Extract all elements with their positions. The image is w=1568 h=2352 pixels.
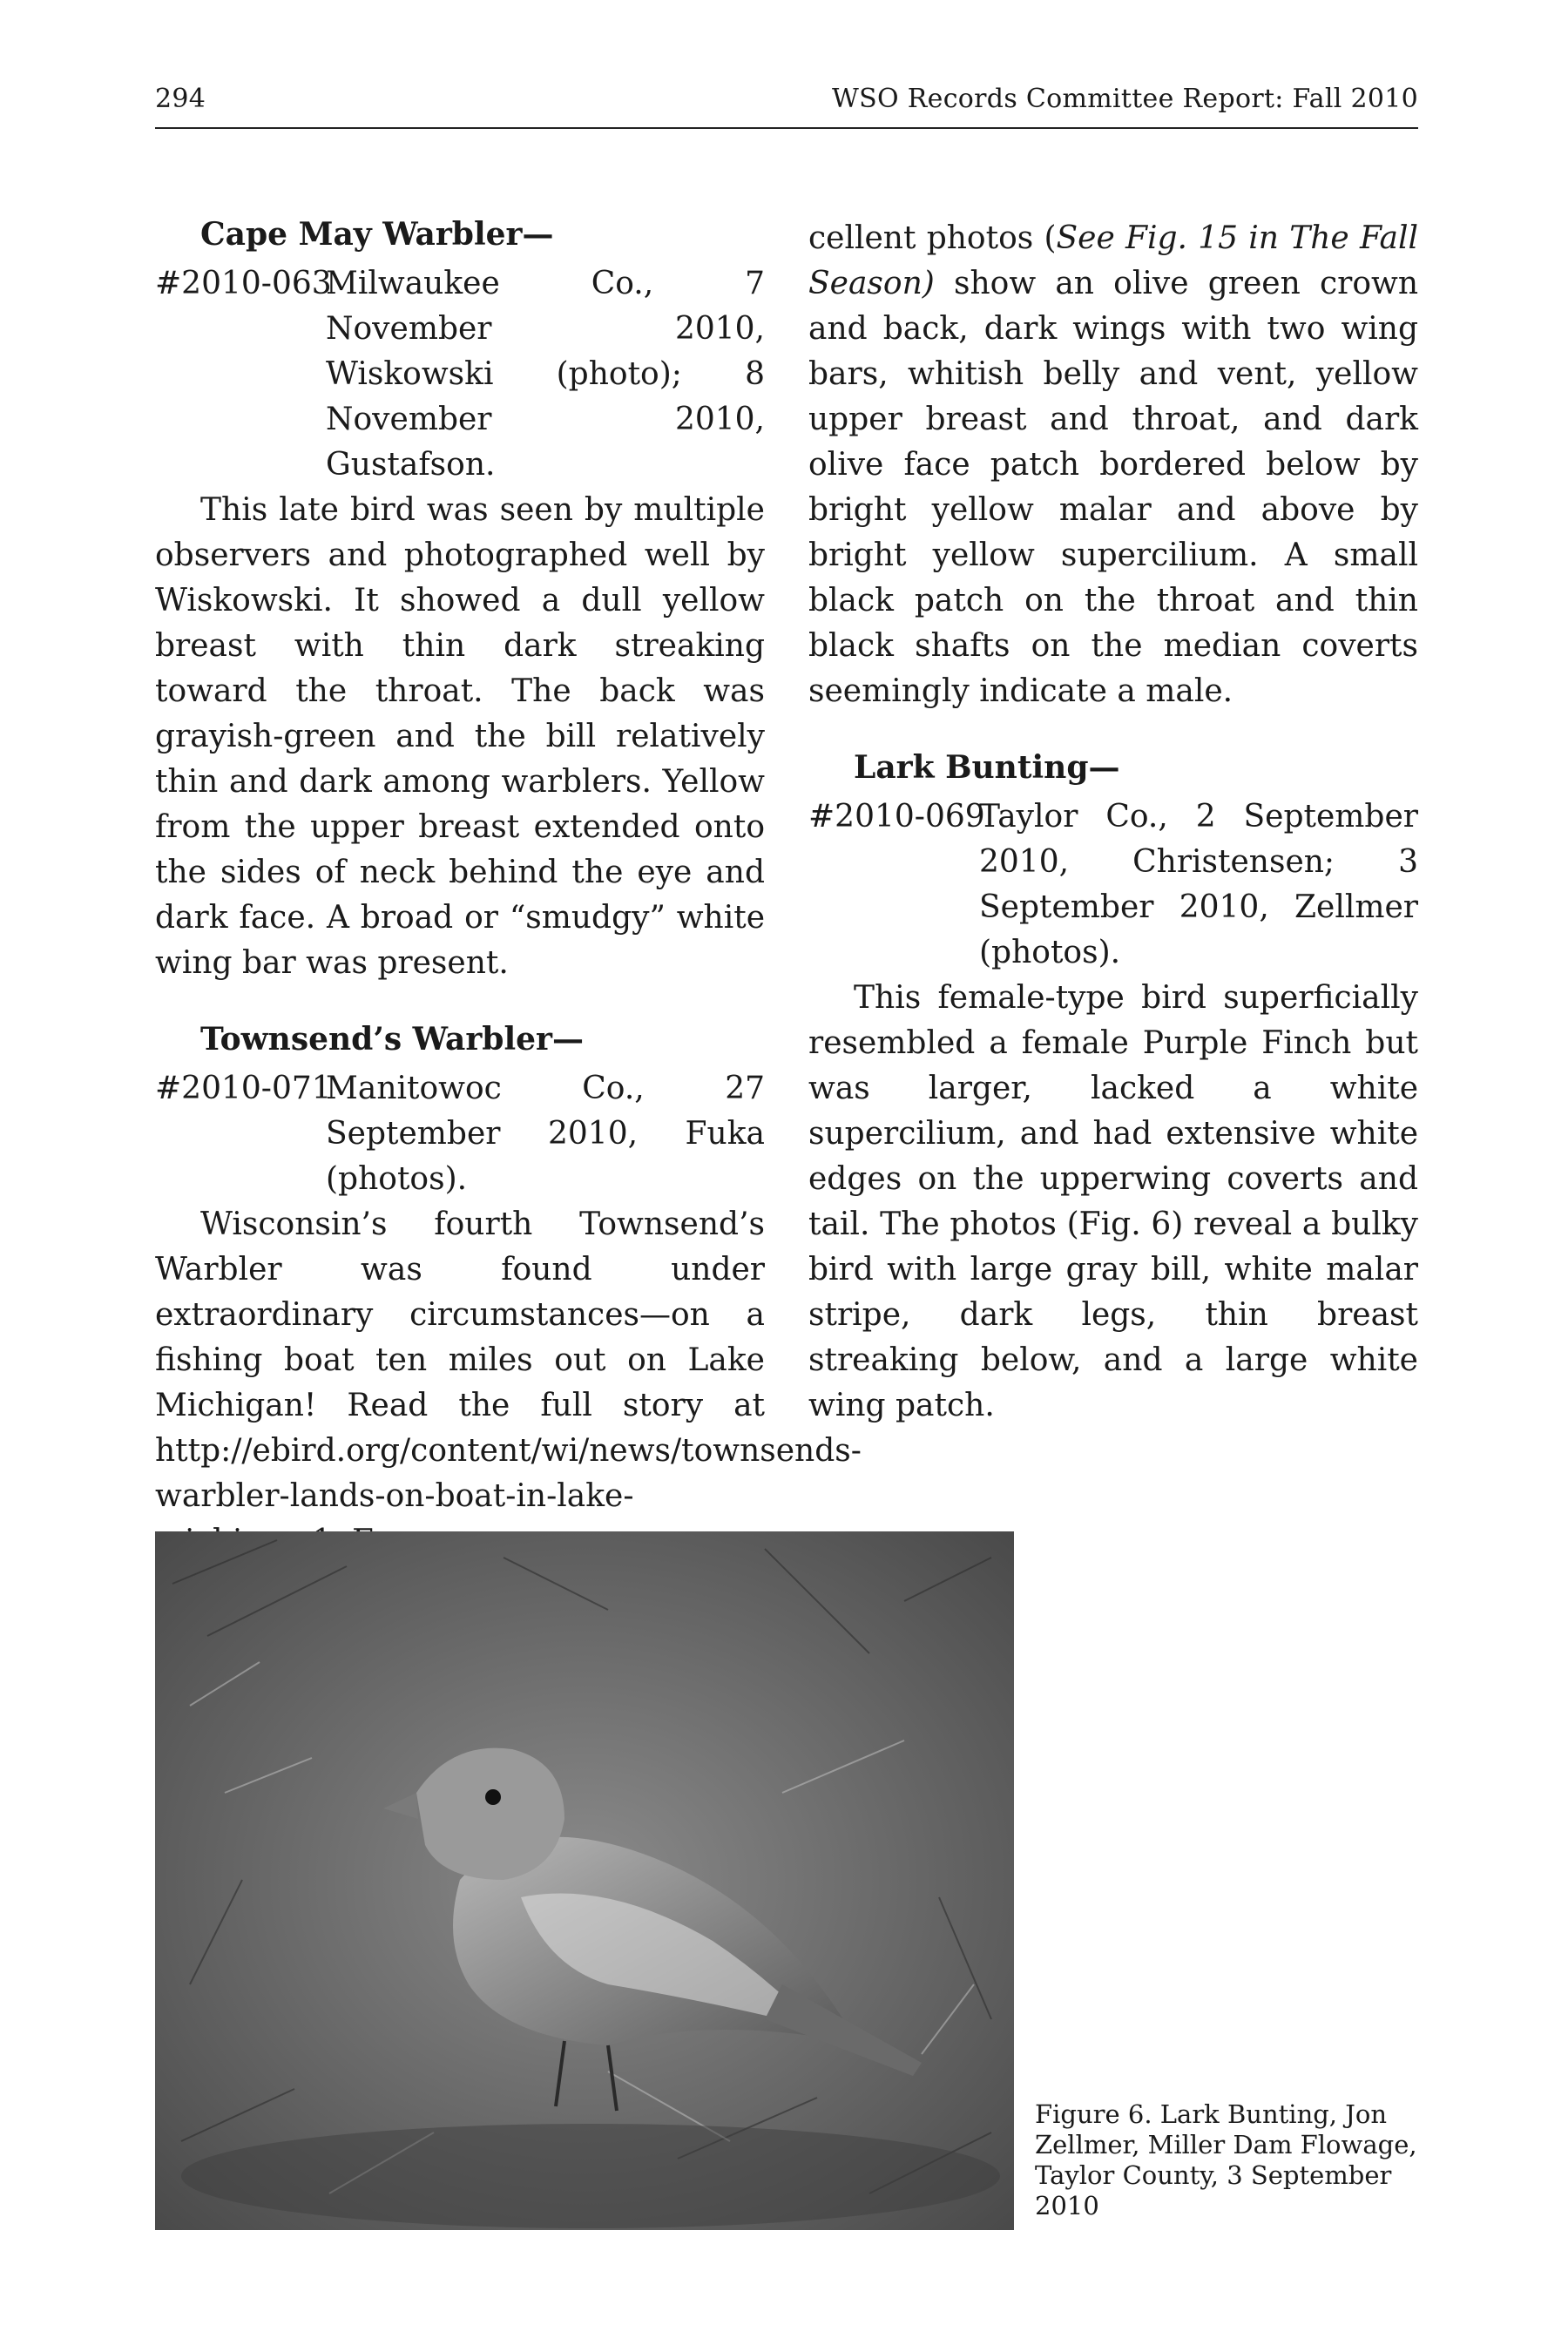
record-number: #2010-071 bbox=[155, 1071, 332, 1106]
record-number: #2010-063 bbox=[155, 266, 332, 301]
species-account-cape-may: This late bird was seen by multiple observers and photographed well by Wiskowski. It showed a dull yellow breast with thin dark streaking toward the throat. The back was grayish-green and the bill relatively thin and dark among warblers. Yellow from the upper breast extended onto the sides of neck behind the eye and dark face. A broad or “smudgy” white wing bar was present. bbox=[155, 492, 765, 981]
record-detail: Taylor Co., 2 September 2010, Christensen; 3 September 2010, Zellmer (photos). bbox=[979, 799, 1418, 970]
species-heading-cape-may: Cape May Warbler— bbox=[200, 216, 554, 253]
species-account-lark-bunting: This female-type bird superficially resembled a female Purple Finch but was larger, lacked a white supercilium, and had extensive white edges on the upperwing coverts and tail. The photos (Fig. 6) reveal a bulky bird with large gray bill, white malar stripe, dark legs, thin breast streaking below, and a large white wing patch. bbox=[808, 980, 1418, 1423]
figure-caption: Figure 6. Lark Bunting, Jon Zellmer, Miller Dam Flowage, Taylor County, 3 September 2010 bbox=[1035, 2099, 1417, 2220]
lark-bunting-photo bbox=[155, 1531, 1014, 2230]
record-detail: Milwaukee Co., 7 November 2010, Wiskowski (photo); 8 November 2010, Gustafson. bbox=[326, 266, 765, 483]
species-account-townsends-continued: cellent photos (See Fig. 15 in The Fall Season) show an olive green crown and back, dark wings with two wing bars, whitish belly and vent, yellow upper breast and throat, and dark olive face patch bordered below by bright yellow malar and above by bright yellow supercilium. A small black patch on the throat and thin black shafts on the median coverts seemingly indicate a male. bbox=[808, 220, 1418, 709]
record-entry-cape-may bbox=[155, 261, 765, 488]
record-detail: Manitowoc Co., 27 September 2010, Fuka (photos). bbox=[326, 1071, 765, 1197]
record-entry-lark-bunting bbox=[808, 794, 1418, 976]
running-header bbox=[155, 84, 1418, 129]
page-number: 294 bbox=[155, 84, 206, 114]
figure-reference: See Fig. 15 in The Fall Season) bbox=[808, 220, 1418, 301]
species-heading-townsends: Townsend’s Warbler— bbox=[200, 1021, 584, 1058]
right-column bbox=[808, 216, 1418, 1429]
left-column bbox=[155, 216, 862, 1565]
species-heading-lark-bunting: Lark Bunting— bbox=[854, 749, 1120, 786]
record-number: #2010-069 bbox=[808, 799, 985, 835]
record-entry-townsends bbox=[155, 1066, 765, 1202]
species-account-townsends: Wisconsin’s fourth Townsend’s Warbler was found under extraordinary circumstances—on a fishing boat ten miles out on Lake Michigan! Read the full story at http://ebird.org/content/wi/news/townsends-warbler-lands-on-boat-in-lake- bbox=[155, 1206, 862, 1514]
running-title: WSO Records Committee Report: Fall 2010 bbox=[832, 84, 1418, 114]
